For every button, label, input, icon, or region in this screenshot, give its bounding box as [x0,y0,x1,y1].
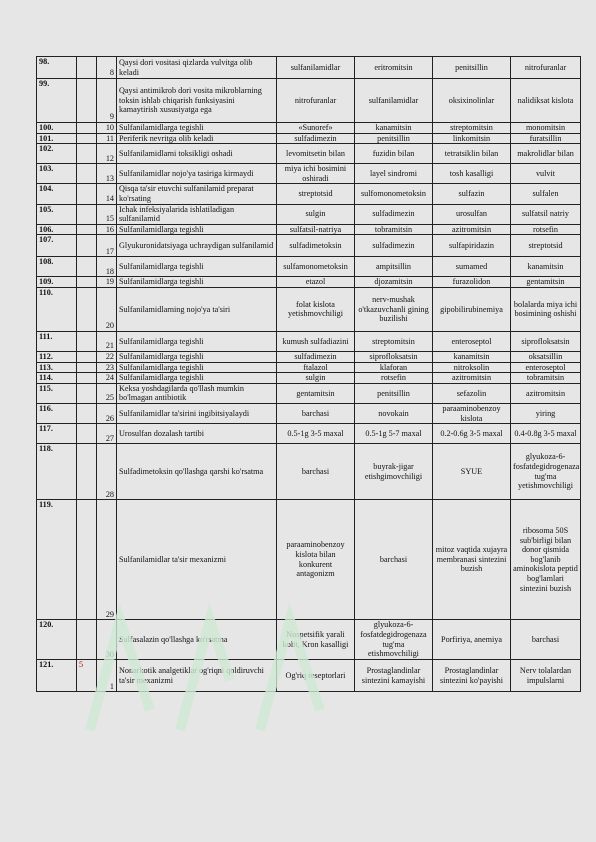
question-text: Sulfanilamidlar nojo'ya tasiriga kirmaydi [117,164,277,184]
answer-option: Og'riq reseptorlari [277,660,355,692]
question-number: 105. [37,204,77,224]
answer-option: nalidiksat kislota [511,79,581,123]
section-number [77,383,97,403]
question-number: 109. [37,277,77,288]
section-number [77,204,97,224]
table-row [37,351,581,362]
answer-option: ribosoma 50S sub'birligi bilan donor qismida bog'lanib aminokislota peptid bog'lamlari sintezini buzish [511,500,581,620]
answer-option: kanamitsin [433,351,511,362]
question-text: Qaysi antimikrob dori vosita mikroblarning toksin ishlab chiqarish funksiyasini kamaytirish xususiyatga ega [117,79,277,123]
question-index: 9 [97,79,117,123]
question-index: 26 [97,403,117,423]
question-number: 110. [37,287,77,331]
answer-option: sulfadimetoksin [277,235,355,257]
question-number: 117. [37,424,77,444]
answer-option: sulfatsil-natriya [277,224,355,235]
question-text: Sulfanilamidlarni toksikligi oshadi [117,144,277,164]
question-text: Sulfanilamidlarga tegishli [117,351,277,362]
question-number: 108. [37,257,77,277]
question-index: 10 [97,123,117,134]
answer-option: rotsefin [355,373,433,384]
answer-option: fuzidin bilan [355,144,433,164]
answer-option: penitsillin [355,383,433,403]
answer-option: Prostaglandinlar sintezini ko'payishi [433,660,511,692]
table-row [37,362,581,373]
question-index: 18 [97,257,117,277]
answer-option: miya ichi bosimini oshiradi [277,164,355,184]
answer-option: Prostaglandinlar sintezini kamayishi [355,660,433,692]
answer-option: sulfomonometoksin [355,184,433,204]
section-number [77,444,97,500]
answer-option: tobramitsin [355,224,433,235]
question-text: Periferik nevritga olib keladi [117,133,277,144]
question-index: 1 [97,660,117,692]
section-number [77,620,97,660]
question-text: Urosulfan dozalash tartibi [117,424,277,444]
answer-option: streptomitsin [355,331,433,351]
table-row [37,164,581,184]
question-text: Sulfasalazin qo'llashga ko'rsatma [117,620,277,660]
table-row [37,444,581,500]
answer-option: sefazolin [433,383,511,403]
question-index: 27 [97,424,117,444]
table-row [37,133,581,144]
question-text: Sulfanilamidlarga tegishli [117,123,277,134]
answer-option: Nospetsifik yarali kolit, Kron kasalligi [277,620,355,660]
question-index: 19 [97,277,117,288]
answer-option: 0.2-0.6g 3-5 maxal [433,424,511,444]
question-index: 23 [97,362,117,373]
answer-option: djozamitsin [355,277,433,288]
section-number [77,331,97,351]
question-index: 13 [97,164,117,184]
answer-option: kumush sulfadiazini [277,331,355,351]
answer-option: kanamitsin [511,257,581,277]
question-number: 120. [37,620,77,660]
question-index: 28 [97,444,117,500]
table-row [37,277,581,288]
answer-option: streptomitsin [433,123,511,134]
question-number: 99. [37,79,77,123]
question-index: 14 [97,184,117,204]
answer-option: 0.5-1g 3-5 maxal [277,424,355,444]
question-text: Sulfanilamidlarning nojo'ya ta'siri [117,287,277,331]
answer-option: furazolidon [433,277,511,288]
table-row [37,424,581,444]
answer-option: oksixinolinlar [433,79,511,123]
section-number [77,235,97,257]
section-number [77,224,97,235]
answer-option: enteroseptol [433,331,511,351]
question-index: 24 [97,373,117,384]
question-text: Sulfadimetoksin qo'llashga qarshi ko'rsatma [117,444,277,500]
question-text: Sulfanilamidlarga tegishli [117,373,277,384]
answer-option: 0.4-0.8g 3-5 maxal [511,424,581,444]
question-text: Sulfanilamidlarga tegishli [117,362,277,373]
question-index: 30 [97,620,117,660]
answer-option: penitsillin [355,133,433,144]
answer-option: azitromitsin [433,224,511,235]
question-number: 102. [37,144,77,164]
question-text: Qaysi dori vositasi qizlarda vulvitga olib keladi [117,57,277,79]
table-row [37,500,581,620]
question-text: Ichak infeksiyalarida ishlatiladigan sulfanilamid [117,204,277,224]
answer-option: streptotsid [277,184,355,204]
question-index: 21 [97,331,117,351]
answer-option: eritromitsin [355,57,433,79]
answer-option: nitrofuranlar [277,79,355,123]
question-number: 98. [37,57,77,79]
question-number: 114. [37,373,77,384]
section-number [77,277,97,288]
table-row [37,383,581,403]
question-index: 17 [97,235,117,257]
table-row [37,257,581,277]
answer-option: buyrak-jigar etishgimovchiligi [355,444,433,500]
table-row [37,184,581,204]
answer-option: enteroseptol [511,362,581,373]
table-row [37,403,581,423]
table-row [37,204,581,224]
question-index: 25 [97,383,117,403]
answer-option: nitrofuranlar [511,57,581,79]
table-row [37,373,581,384]
question-text: Glyukuronidatsiyaga uchraydigan sulfanilamid [117,235,277,257]
answer-option: makrolidlar bilan [511,144,581,164]
answer-option: gentamitsin [511,277,581,288]
answer-option: sulfadimezin [355,235,433,257]
answer-option: tobramitsin [511,373,581,384]
answer-option: novokain [355,403,433,423]
question-number: 103. [37,164,77,184]
section-number [77,164,97,184]
question-text: Sulfanilamidlarga tegishli [117,257,277,277]
question-number: 112. [37,351,77,362]
answer-option: vulvit [511,164,581,184]
answer-option: streptotsid [511,235,581,257]
section-number [77,184,97,204]
answer-option: ampitsillin [355,257,433,277]
answer-option: gipobilirubinemiya [433,287,511,331]
answer-option: etazol [277,277,355,288]
answer-option: folat kislota yetishmovchiligi [277,287,355,331]
answer-option: rotsefin [511,224,581,235]
question-index: 15 [97,204,117,224]
question-text: Sulfanilamidlarga tegishli [117,224,277,235]
answer-option: Porfiriya, anemiya [433,620,511,660]
answer-option: «Sunoref» [277,123,355,134]
table-row [37,287,581,331]
section-number [77,57,97,79]
question-index: 11 [97,133,117,144]
question-number: 101. [37,133,77,144]
answer-option: sulfanilamidlar [355,79,433,123]
section-number [77,257,97,277]
answer-option: glyukoza-6-fosfatdegidrogenaza tug'ma etishmovchiligi [355,620,433,660]
answer-option: sulfatsil natriy [511,204,581,224]
question-text: Sulfanilamidlar ta'sirini ingibitsiyalaydi [117,403,277,423]
answer-option: barchasi [277,403,355,423]
answer-option: sulfalen [511,184,581,204]
answer-option: glyukoza-6-fosfatdegidrogenaza tug'ma yetishmovchiligi [511,444,581,500]
question-index: 29 [97,500,117,620]
question-number: 100. [37,123,77,134]
answer-option: monomitsin [511,123,581,134]
answer-option: levomitsetin bilan [277,144,355,164]
answer-option: nitroksolin [433,362,511,373]
question-number: 104. [37,184,77,204]
answer-option: nerv-mushak o'tkazuvchanli gining buzilishi [355,287,433,331]
question-text: Qisqa ta'sir etuvchi sulfanilamid preparat ko'rsating [117,184,277,204]
question-index: 20 [97,287,117,331]
table-row [37,235,581,257]
question-index: 16 [97,224,117,235]
questions-table [36,56,581,692]
section-number [77,424,97,444]
answer-option: sumamed [433,257,511,277]
answer-option: sulfamonometoksin [277,257,355,277]
answer-option: tosh kasalligi [433,164,511,184]
answer-option: furatsillin [511,133,581,144]
answer-option: kanamitsin [355,123,433,134]
answer-option: siprofloksatsin [511,331,581,351]
answer-option: ftalazol [277,362,355,373]
question-text: Sulfanilamidlarga tegishli [117,331,277,351]
answer-option: tetratsiklin bilan [433,144,511,164]
section-number [77,403,97,423]
answer-option: gentamitsin [277,383,355,403]
answer-option: bolalarda miya ichi bosimining oshishi [511,287,581,331]
question-text: Sulfanilamidlarga tegishli [117,277,277,288]
question-index: 22 [97,351,117,362]
answer-option: oksatsillin [511,351,581,362]
answer-option: 0.5-1g 5-7 maxal [355,424,433,444]
table-row [37,79,581,123]
question-text: Keksa yoshdagilarda qo'llash mumkin bo'lmagan antibiotik [117,383,277,403]
answer-option: penitsillin [433,57,511,79]
section-number: 5 [77,660,97,692]
answer-option: layel sindromi [355,164,433,184]
answer-option: sulfapiridazin [433,235,511,257]
answer-option: paraaminobenzoy kislota bilan konkurent antagonizm [277,500,355,620]
question-number: 116. [37,403,77,423]
answer-option: sulgin [277,204,355,224]
question-number: 118. [37,444,77,500]
answer-option: azitromitsin [433,373,511,384]
section-number [77,500,97,620]
answer-option: klaforan [355,362,433,373]
table-row [37,57,581,79]
answer-option: siprofloksatsin [355,351,433,362]
section-number [77,362,97,373]
answer-option: sulfanilamidlar [277,57,355,79]
question-number: 121. [37,660,77,692]
section-number [77,123,97,134]
question-number: 115. [37,383,77,403]
question-number: 106. [37,224,77,235]
table-row [37,620,581,660]
question-text: Sulfanilamidlar ta'sir mexanizmi [117,500,277,620]
answer-option: linkomitsin [433,133,511,144]
question-number: 119. [37,500,77,620]
table-row [37,331,581,351]
answer-option: mitoz vaqtida xujayra membranasi sintezini buzish [433,500,511,620]
section-number [77,79,97,123]
question-number: 111. [37,331,77,351]
question-index: 8 [97,57,117,79]
table-body [37,57,581,692]
answer-option: sulfadimezin [277,351,355,362]
section-number [77,133,97,144]
answer-option: barchasi [277,444,355,500]
answer-option: Nerv tolalardan impulslarni [511,660,581,692]
answer-option: yiring [511,403,581,423]
table-row [37,123,581,134]
answer-option: urosulfan [433,204,511,224]
answer-option: barchasi [355,500,433,620]
question-number: 107. [37,235,77,257]
section-number [77,287,97,331]
question-index: 12 [97,144,117,164]
answer-option: sulfadimezin [277,133,355,144]
question-number: 113. [37,362,77,373]
answer-option: paraaminobenzoy kislota [433,403,511,423]
answer-option: azitromitsin [511,383,581,403]
section-number [77,373,97,384]
table-row [37,144,581,164]
table-row [37,660,581,692]
section-number [77,144,97,164]
section-number [77,351,97,362]
table-row [37,224,581,235]
answer-option: barchasi [511,620,581,660]
question-text: Nonarkotik analgetiklar og'riqni qoldiruvchi ta'sir mexanizmi [117,660,277,692]
answer-option: sulfazin [433,184,511,204]
answer-option: sulfadimezin [355,204,433,224]
answer-option: SYUE [433,444,511,500]
answer-option: sulgin [277,373,355,384]
